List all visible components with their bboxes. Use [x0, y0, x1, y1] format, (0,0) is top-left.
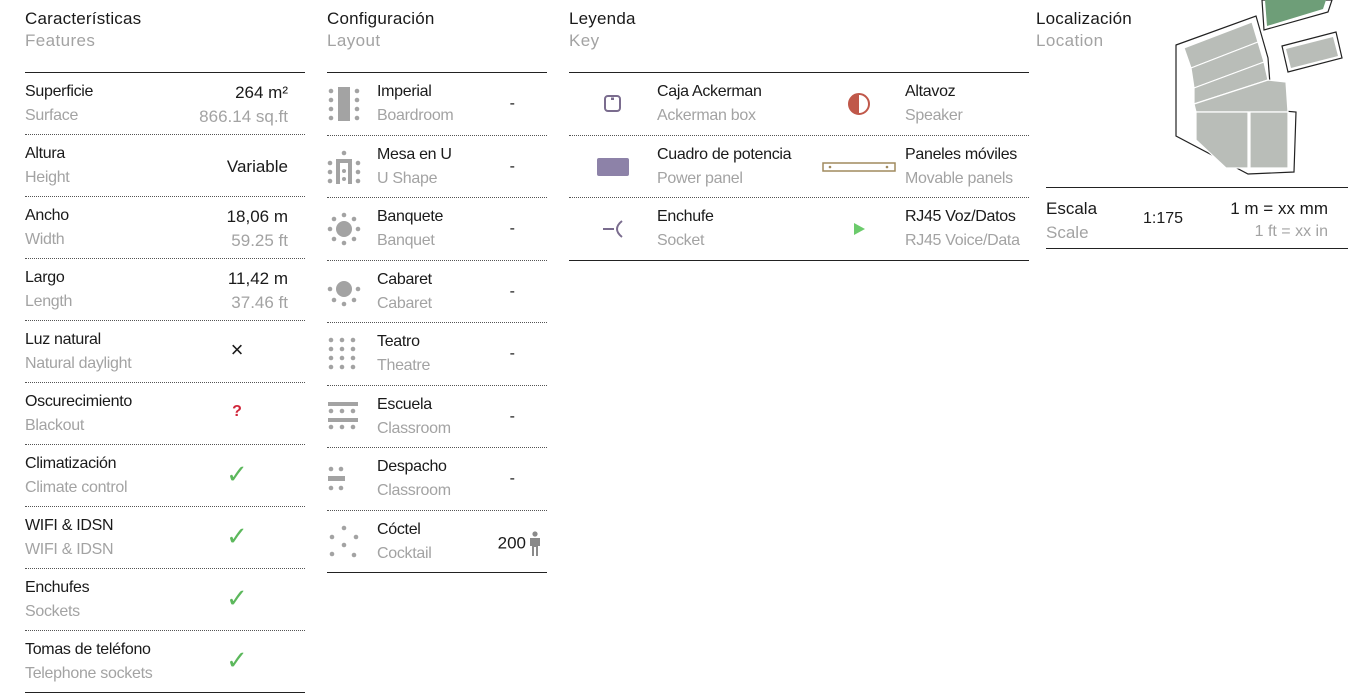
key-header [569, 9, 1029, 73]
layout-row-classroom [327, 386, 547, 449]
layout-label: Imperial [377, 83, 432, 100]
feature-label-en: Height [25, 169, 70, 186]
layout-label-en: Theatre [377, 357, 431, 374]
person-icon [529, 531, 541, 557]
layout-row-banquet [327, 198, 547, 261]
features-title: Características [25, 9, 142, 28]
cross-icon: × [230, 337, 244, 362]
check-icon: ✓ [226, 645, 248, 675]
layout-label-en: Cabaret [377, 294, 432, 312]
layout-capacity: - [509, 470, 515, 487]
layout-capacity: - [509, 407, 515, 425]
layout-label-en: Classroom [377, 419, 451, 437]
feature-label-en: Width [25, 231, 65, 248]
feature-row-length [25, 259, 305, 321]
scale-ratio: 1:175 [1143, 210, 1184, 227]
scale-label-en: Scale [1046, 223, 1089, 242]
feature-label: Superficie [25, 83, 94, 100]
layout-label-en: U Shape [377, 169, 438, 187]
u-shape-icon [327, 148, 361, 186]
layout-capacity-cell [498, 531, 541, 557]
key-row [569, 73, 1029, 136]
feature-value: Variable [226, 157, 288, 176]
layout-label: Escuela [377, 395, 432, 413]
key-label-en: RJ45 Voice/Data [905, 232, 1020, 249]
layout-capacity: - [509, 345, 515, 362]
features-header [25, 9, 305, 73]
layout-capacity: - [509, 282, 515, 300]
layout-label-en: Boardroom [377, 107, 454, 124]
question-icon: ? [232, 403, 242, 420]
key-label: Caja Ackerman [657, 83, 762, 100]
scale-metric: 1 m = xx mm [1230, 199, 1328, 218]
feature-label-en: Blackout [25, 417, 84, 434]
layout-label: Teatro [377, 333, 420, 350]
check-icon: ✓ [226, 521, 248, 551]
classroom-icon [327, 398, 361, 436]
feature-row-climate [25, 445, 305, 507]
key-label: Altavoz [905, 83, 956, 100]
layout-row-cocktail [327, 511, 547, 574]
key-label: Cuadro de potencia [657, 145, 792, 163]
layout-row-cabaret [327, 261, 547, 324]
layout-label: Mesa en U [377, 145, 452, 163]
key-row [569, 198, 1029, 261]
feature-row-sockets [25, 569, 305, 631]
check-icon: ✓ [226, 459, 248, 489]
feature-label: Ancho [25, 207, 69, 224]
feature-label: Enchufes [25, 579, 90, 596]
layout-subtitle: Layout [327, 31, 381, 50]
feature-label-en: Sockets [25, 603, 80, 620]
feature-label: WIFI & IDSN [25, 517, 114, 534]
feature-value-alt: 866.14 sq.ft [199, 107, 288, 126]
banquet-icon [327, 210, 361, 248]
key-label-en: Power panel [657, 169, 743, 187]
cabaret-icon [327, 273, 361, 311]
layout-label-en: Classroom [377, 482, 451, 499]
layout-label: Cóctel [377, 520, 421, 538]
feature-row-daylight [25, 321, 305, 383]
key-label: Enchufe [657, 208, 714, 225]
feature-value-alt: 59.25 ft [231, 231, 288, 250]
theatre-icon [327, 335, 361, 373]
feature-label: Climatización [25, 455, 117, 472]
layout-label-en: Banquet [377, 232, 435, 249]
layout-row-u-shape [327, 136, 547, 199]
key-label-en: Movable panels [905, 169, 1013, 187]
socket-icon [597, 214, 629, 244]
layout-row-theatre [327, 323, 547, 386]
location-title: Localización [1036, 9, 1132, 28]
location-subtitle: Location [1036, 31, 1104, 50]
feature-row-surface [25, 73, 305, 135]
layout-capacity: - [509, 157, 515, 175]
layout-title: Configuración [327, 9, 435, 28]
features-subtitle: Features [25, 31, 96, 50]
speaker-icon [821, 89, 901, 119]
check-icon: ✓ [226, 583, 248, 613]
key-section [569, 0, 1029, 261]
feature-label-en: Length [25, 293, 73, 310]
layout-label: Cabaret [377, 270, 432, 288]
feature-value: 264 m² [235, 83, 288, 102]
feature-label: Largo [25, 269, 65, 286]
rj45-icon [821, 214, 901, 244]
feature-row-telephone [25, 631, 305, 693]
movable-panels-icon [821, 152, 901, 182]
layout-header [327, 9, 547, 73]
feature-value-alt: 37.46 ft [231, 293, 288, 312]
key-label-en: Socket [657, 232, 705, 249]
layout-row-office [327, 448, 547, 511]
feature-label-en: Natural daylight [25, 355, 132, 372]
layout-label: Banquete [377, 208, 444, 225]
layout-capacity: 200 [497, 532, 526, 552]
power-panel-icon [597, 152, 629, 182]
feature-label-en: WIFI & IDSN [25, 541, 114, 558]
boardroom-icon [327, 85, 361, 123]
key-label-en: Ackerman box [657, 107, 756, 124]
scale-imperial: 1 ft = xx in [1254, 223, 1328, 240]
key-label: Paneles móviles [905, 145, 1018, 163]
location-section [1036, 0, 1348, 52]
layout-row-boardroom [327, 73, 547, 136]
key-title: Leyenda [569, 9, 636, 28]
feature-row-wifi [25, 507, 305, 569]
scale-block [1046, 187, 1348, 249]
feature-label: Oscurecimiento [25, 393, 132, 410]
layout-section [327, 0, 547, 573]
feature-label-en: Telephone sockets [25, 665, 153, 682]
feature-label: Luz natural [25, 331, 101, 348]
feature-row-width [25, 197, 305, 259]
cocktail-icon [327, 523, 361, 561]
feature-label-en: Surface [25, 107, 79, 124]
feature-label-en: Climate control [25, 479, 128, 496]
feature-row-height [25, 135, 305, 197]
layout-label-en: Cocktail [377, 544, 432, 562]
scale-label: Escala [1046, 199, 1098, 218]
feature-row-blackout [25, 383, 305, 445]
features-section [25, 0, 305, 693]
key-row [569, 136, 1029, 199]
feature-label: Tomas de teléfono [25, 641, 151, 658]
key-label: RJ45 Voz/Datos [905, 208, 1016, 225]
feature-value: 11,42 m [227, 269, 288, 288]
office-icon [327, 460, 361, 498]
layout-capacity: - [509, 95, 515, 112]
feature-label: Altura [25, 145, 65, 162]
layout-capacity: - [509, 220, 515, 237]
layout-label: Despacho [377, 458, 447, 475]
feature-value: 18,06 m [226, 207, 288, 226]
ackerman-box-icon [597, 89, 629, 119]
key-label-en: Speaker [905, 107, 963, 124]
key-subtitle: Key [569, 31, 600, 50]
